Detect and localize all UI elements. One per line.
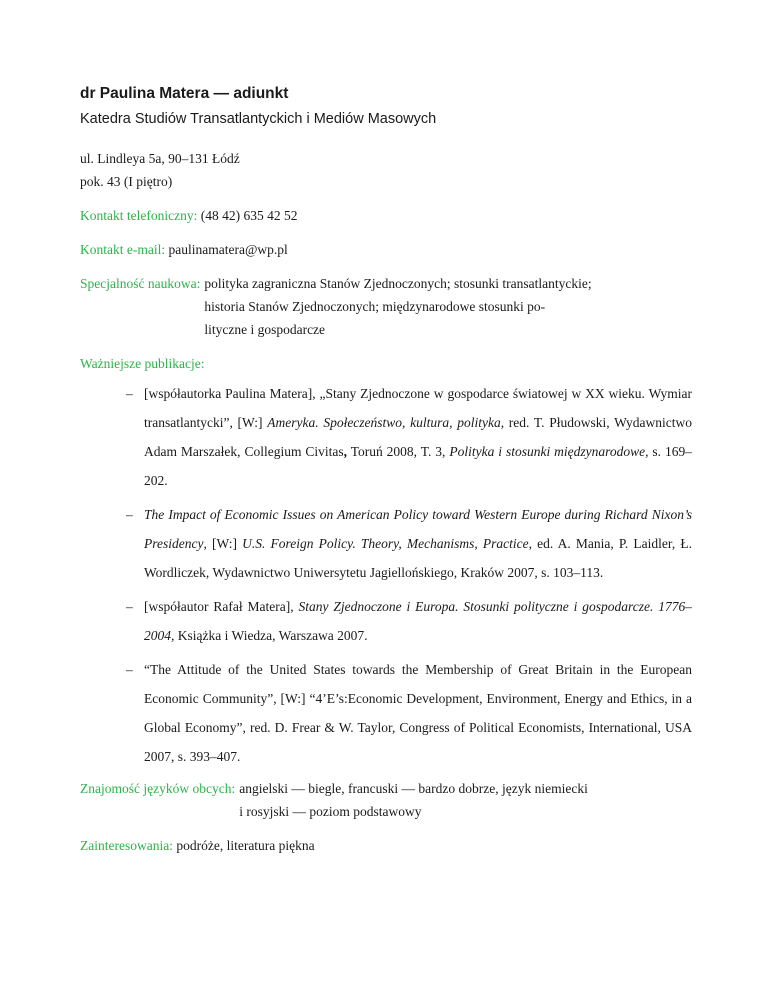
specialty-row xyxy=(80,272,692,341)
list-dash: – xyxy=(126,662,133,677)
list-dash: – xyxy=(126,507,133,522)
publications-list xyxy=(80,379,692,771)
publication-text: , [W:] xyxy=(203,536,243,551)
languages-label: Znajomość języków obcych: xyxy=(80,781,236,796)
specialty-line-1: polityka zagraniczna Stanów Zjednoczonych; stosunki transatlantyckie; xyxy=(204,276,592,291)
languages-line-1: angielski — biegle, francuski — bardzo dobrze, język niemiecki xyxy=(239,781,588,796)
email-row xyxy=(80,238,692,261)
email-value[interactable]: paulinamatera@wp.pl xyxy=(168,242,288,257)
publication-item xyxy=(126,500,692,587)
publications-label: Ważniejsze publikacje: xyxy=(80,356,205,371)
interests-value: podróże, literatura piękna xyxy=(176,838,315,853)
list-dash: – xyxy=(126,386,133,401)
publication-book: U.S. Foreign Policy. Theory, Mechanisms, Practice xyxy=(242,536,529,551)
specialty-line-3: lityczne i gospodarcze xyxy=(204,322,326,337)
phone-row xyxy=(80,204,692,227)
publication-text: [współautorka Paulina Matera], „Stany Zjednoczone w gospodarce światowej w XX wieku. Wymiar transatlantycki”, [W:] xyxy=(144,386,692,430)
list-dash: – xyxy=(126,599,133,614)
document-page xyxy=(80,84,692,857)
phone-value: (48 42) 635 42 52 xyxy=(200,208,298,223)
person-name: dr Paulina Matera — adiunkt xyxy=(80,85,289,102)
publication-text: Toruń 2008, T. 3, xyxy=(347,444,450,459)
publication-text: red. T. Płudowski, Wydawnictwo Adam Marszałek, Collegium Civitas xyxy=(144,415,692,459)
email-label: Kontakt e-mail: xyxy=(80,242,166,257)
languages-value xyxy=(239,777,692,823)
phone-label: Kontakt telefoniczny: xyxy=(80,208,198,223)
publication-pages: s. 169–202. xyxy=(144,444,692,488)
specialty-line-2: historia Stanów Zjednoczonych; międzynarodowe stosunki po- xyxy=(204,299,546,314)
publication-title: Ameryka. Społeczeństwo, kultura, polityka, xyxy=(267,415,505,430)
department-name: Katedra Studiów Transatlantyckich i Mediów Masowych xyxy=(80,111,437,127)
interests-label: Zainteresowania: xyxy=(80,838,173,853)
publication-text: “The Attitude of the United States towards the Membership of Great Britain in the European Economic Community”, [W:] “4’E’s:Economic Development, Environment, Energy and Ethics, in a Global Economy”, red. D. Frear & W. Taylor, Congress of Political Economists, International, USA 2007, s. 393–407. xyxy=(144,662,692,764)
publication-text: [współautor Rafał Matera], xyxy=(144,599,299,614)
publication-item xyxy=(126,379,692,495)
languages-line-2: i rosyjski — poziom podstawowy xyxy=(239,804,422,819)
address-street: ul. Lindleya 5a, 90–131 Łódź xyxy=(80,151,240,166)
specialty-label: Specjalność naukowa: xyxy=(80,276,201,291)
address-room: pok. 43 (I piętro) xyxy=(80,174,173,189)
languages-row xyxy=(80,777,692,823)
publication-text: , ed. A. Mania, P. Laidler, Ł. Wordliczek, Wydawnictwo Uniwersytetu Jagiellońskiego, Kraków 2007, s. 103–113. xyxy=(144,536,692,580)
publication-series: Polityka i stosunki międzynarodowe, xyxy=(449,444,649,459)
publication-title: Stany Zjednoczone i Europa. Stosunki polityczne i gospodarcze. 1776–2004, xyxy=(144,599,692,643)
specialty-value xyxy=(204,272,692,341)
publication-text: Książka i Wiedza, Warszawa 2007. xyxy=(174,628,368,643)
address-block xyxy=(80,147,692,193)
publication-text: , xyxy=(343,444,348,459)
publication-item xyxy=(126,592,692,650)
interests-row xyxy=(80,834,692,857)
publication-title: The Impact of Economic Issues on American Policy toward Western Europe during Richard Nixon’s Presidency xyxy=(144,507,692,551)
publication-item xyxy=(126,655,692,771)
